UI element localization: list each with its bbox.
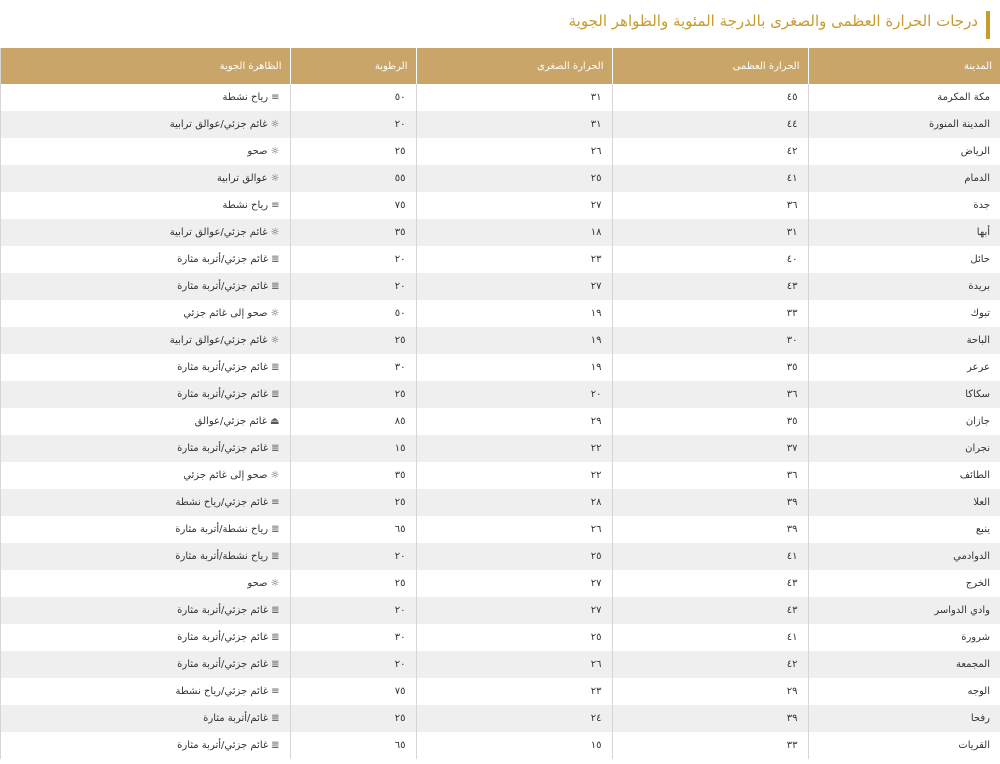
min-temp-cell: ٢٧ (416, 570, 612, 597)
table-row (0, 219, 1000, 246)
city-cell: بريدة (808, 273, 1000, 300)
weather-text: صحو إلى غائم جزئي (183, 470, 268, 481)
table-row (0, 273, 1000, 300)
max-temp-cell: ٤٠ (612, 246, 808, 273)
table-row (0, 489, 1000, 516)
weather-text: رياح نشطة (222, 200, 269, 211)
table-row (0, 300, 1000, 327)
weather-cell (0, 246, 290, 273)
table-row (0, 597, 1000, 624)
humidity-cell: ٨٥ (290, 408, 416, 435)
partly-cloudy-icon: ☼ (270, 335, 280, 346)
page-title: درجات الحرارة العظمى والصغرى بالدرجة المئوية والظواهر الجوية (568, 12, 978, 30)
weather-cell (0, 327, 290, 354)
weather-text: غائم جزئي/رياح نشطة (175, 686, 269, 697)
dust-wind-icon: ≣ (271, 713, 280, 724)
weather-text: غائم جزئي/أتربة مثارة (177, 443, 269, 454)
column-header-weather: الظاهرة الجوية (0, 48, 290, 84)
title-bar (0, 0, 1000, 48)
dust-icon: ☼ (270, 173, 280, 184)
humidity-cell: ٢٥ (290, 138, 416, 165)
partly-cloudy-icon: ☼ (270, 119, 280, 130)
dust-wind-icon: ≣ (271, 254, 280, 265)
min-temp-cell: ٢٥ (416, 165, 612, 192)
partly-cloudy-icon: ☼ (270, 470, 280, 481)
weather-text: غائم جزئي/أتربة مثارة (177, 632, 269, 643)
weather-text: غائم جزئي/رياح نشطة (175, 497, 269, 508)
weather-text: غائم جزئي/عوالق (194, 416, 268, 427)
max-temp-cell: ٤٢ (612, 138, 808, 165)
column-header-min-temp: الحرارة الصغرى (416, 48, 612, 84)
max-temp-cell: ٣٦ (612, 462, 808, 489)
dust-wind-icon: ≣ (271, 281, 280, 292)
max-temp-cell: ٤١ (612, 165, 808, 192)
humidity-cell: ٢٠ (290, 111, 416, 138)
sun-icon: ☼ (270, 146, 280, 157)
weather-cell (0, 597, 290, 624)
table-row (0, 381, 1000, 408)
weather-text: غائم جزئي/أتربة مثارة (177, 605, 269, 616)
weather-cell (0, 678, 290, 705)
weather-text: غائم جزئي/أتربة مثارة (177, 281, 269, 292)
humidity-cell: ٢٥ (290, 705, 416, 732)
max-temp-cell: ٤٣ (612, 597, 808, 624)
weather-text: غائم جزئي/أتربة مثارة (177, 740, 269, 751)
max-temp-cell: ٤٣ (612, 273, 808, 300)
weather-cell (0, 705, 290, 732)
city-cell: القريات (808, 732, 1000, 759)
weather-cell (0, 570, 290, 597)
max-temp-cell: ٣٥ (612, 354, 808, 381)
wind-icon: ≡ (271, 92, 280, 103)
weather-text: رياح نشطة/أتربة مثارة (175, 551, 269, 562)
weather-cell (0, 408, 290, 435)
min-temp-cell: ٢٢ (416, 462, 612, 489)
table-row (0, 570, 1000, 597)
sun-icon: ☼ (270, 578, 280, 589)
table-row (0, 192, 1000, 219)
max-temp-cell: ٣٩ (612, 489, 808, 516)
weather-text: غائم جزئي/عوالق ترابية (169, 119, 268, 130)
table-row (0, 732, 1000, 759)
column-header-city: المدينة (808, 48, 1000, 84)
weather-text: رياح نشطة/أتربة مثارة (175, 524, 269, 535)
weather-text: صحو إلى غائم جزئي (183, 308, 268, 319)
weather-text: صحو (247, 578, 268, 589)
weather-table (0, 48, 1000, 759)
min-temp-cell: ٣١ (416, 111, 612, 138)
min-temp-cell: ٢٦ (416, 138, 612, 165)
max-temp-cell: ٣٩ (612, 705, 808, 732)
min-temp-cell: ٢٥ (416, 624, 612, 651)
max-temp-cell: ٣٩ (612, 516, 808, 543)
humidity-cell: ٢٠ (290, 273, 416, 300)
min-temp-cell: ١٨ (416, 219, 612, 246)
humidity-cell: ٢٥ (290, 489, 416, 516)
min-temp-cell: ٢٣ (416, 678, 612, 705)
table-row (0, 678, 1000, 705)
humidity-cell: ٧٥ (290, 192, 416, 219)
min-temp-cell: ١٩ (416, 327, 612, 354)
min-temp-cell: ١٩ (416, 354, 612, 381)
min-temp-cell: ٢٦ (416, 516, 612, 543)
humidity-cell: ٣٥ (290, 462, 416, 489)
city-cell: الرياض (808, 138, 1000, 165)
table-row (0, 408, 1000, 435)
min-temp-cell: ٢٢ (416, 435, 612, 462)
city-cell: أبها (808, 219, 1000, 246)
weather-text: غائم جزئي/عوالق ترابية (169, 227, 268, 238)
dust-wind-icon: ≣ (271, 362, 280, 373)
weather-cell (0, 300, 290, 327)
table-row (0, 84, 1000, 111)
weather-cell (0, 651, 290, 678)
humidity-cell: ٢٠ (290, 597, 416, 624)
humidity-cell: ٧٥ (290, 678, 416, 705)
weather-cell (0, 489, 290, 516)
dust-wind-icon: ≣ (271, 605, 280, 616)
table-row (0, 516, 1000, 543)
min-temp-cell: ٢٧ (416, 273, 612, 300)
max-temp-cell: ٤٣ (612, 570, 808, 597)
weather-cell (0, 732, 290, 759)
table-row (0, 705, 1000, 732)
table-row (0, 138, 1000, 165)
city-cell: تبوك (808, 300, 1000, 327)
weather-text: غائم جزئي/عوالق ترابية (169, 335, 268, 346)
city-cell: الباحة (808, 327, 1000, 354)
city-cell: المدينة المنورة (808, 111, 1000, 138)
table-row (0, 354, 1000, 381)
max-temp-cell: ٣١ (612, 219, 808, 246)
max-temp-cell: ٤٥ (612, 84, 808, 111)
min-temp-cell: ١٥ (416, 732, 612, 759)
city-cell: ينبع (808, 516, 1000, 543)
weather-cell (0, 543, 290, 570)
city-cell: عرعر (808, 354, 1000, 381)
min-temp-cell: ٢٣ (416, 246, 612, 273)
humidity-cell: ٥٠ (290, 300, 416, 327)
humidity-cell: ٥٠ (290, 84, 416, 111)
max-temp-cell: ٣٣ (612, 300, 808, 327)
city-cell: شرورة (808, 624, 1000, 651)
city-cell: المجمعة (808, 651, 1000, 678)
title-accent-bar (986, 11, 990, 39)
weather-text: غائم جزئي/أتربة مثارة (177, 659, 269, 670)
weather-cell (0, 435, 290, 462)
city-cell: نجران (808, 435, 1000, 462)
max-temp-cell: ٤١ (612, 543, 808, 570)
weather-text: غائم/أتربة مثارة (203, 713, 269, 724)
max-temp-cell: ٤٢ (612, 651, 808, 678)
city-cell: جدة (808, 192, 1000, 219)
weather-cell (0, 165, 290, 192)
dust-wind-icon: ≣ (271, 443, 280, 454)
table-row (0, 111, 1000, 138)
humidity-cell: ٣٠ (290, 624, 416, 651)
humidity-cell: ١٥ (290, 435, 416, 462)
dust-wind-icon: ≣ (271, 551, 280, 562)
max-temp-cell: ٣٠ (612, 327, 808, 354)
weather-cell (0, 138, 290, 165)
city-cell: الطائف (808, 462, 1000, 489)
partly-cloudy-icon: ☼ (270, 308, 280, 319)
weather-cell (0, 219, 290, 246)
weather-text: رياح نشطة (222, 92, 269, 103)
weather-cell (0, 273, 290, 300)
table-row (0, 435, 1000, 462)
max-temp-cell: ٣٥ (612, 408, 808, 435)
max-temp-cell: ٤١ (612, 624, 808, 651)
max-temp-cell: ٣٦ (612, 192, 808, 219)
weather-text: غائم جزئي/أتربة مثارة (177, 389, 269, 400)
weather-text: غائم جزئي/أتربة مثارة (177, 362, 269, 373)
table-header-row (0, 48, 1000, 84)
dust-wind-icon: ≣ (271, 740, 280, 751)
min-temp-cell: ٢٧ (416, 597, 612, 624)
humidity-cell: ٦٥ (290, 516, 416, 543)
min-temp-cell: ٢٨ (416, 489, 612, 516)
max-temp-cell: ٤٤ (612, 111, 808, 138)
max-temp-cell: ٣٧ (612, 435, 808, 462)
weather-cell (0, 462, 290, 489)
wind-icon: ≡ (271, 686, 280, 697)
dust-wind-icon: ≣ (271, 524, 280, 535)
humidity-cell: ٢٠ (290, 246, 416, 273)
dust-wind-icon: ≣ (271, 659, 280, 670)
table-row (0, 651, 1000, 678)
table-row (0, 462, 1000, 489)
column-header-humidity: الرطوبة (290, 48, 416, 84)
city-cell: سكاكا (808, 381, 1000, 408)
partly-cloudy-icon: ☼ (270, 227, 280, 238)
min-temp-cell: ٢٠ (416, 381, 612, 408)
max-temp-cell: ٢٩ (612, 678, 808, 705)
dust-wind-icon: ≣ (271, 389, 280, 400)
table-row (0, 543, 1000, 570)
min-temp-cell: ٢٩ (416, 408, 612, 435)
humidity-cell: ٢٥ (290, 327, 416, 354)
min-temp-cell: ٢٦ (416, 651, 612, 678)
city-cell: وادي الدواسر (808, 597, 1000, 624)
table-row (0, 327, 1000, 354)
city-cell: حائل (808, 246, 1000, 273)
humidity-cell: ٣٥ (290, 219, 416, 246)
table-row (0, 246, 1000, 273)
city-cell: جازان (808, 408, 1000, 435)
city-cell: مكة المكرمة (808, 84, 1000, 111)
city-cell: الدمام (808, 165, 1000, 192)
weather-cell (0, 192, 290, 219)
humidity-cell: ٢٠ (290, 651, 416, 678)
humidity-cell: ٢٥ (290, 570, 416, 597)
weather-cell (0, 624, 290, 651)
min-temp-cell: ١٩ (416, 300, 612, 327)
weather-cell (0, 111, 290, 138)
max-temp-cell: ٣٣ (612, 732, 808, 759)
weather-text: غائم جزئي/أتربة مثارة (177, 254, 269, 265)
weather-text: عوالق ترابية (216, 173, 268, 184)
weather-cell (0, 84, 290, 111)
table-row (0, 624, 1000, 651)
wind-icon: ≡ (271, 497, 280, 508)
humidity-cell: ٦٥ (290, 732, 416, 759)
city-cell: الوجه (808, 678, 1000, 705)
min-temp-cell: ٢٤ (416, 705, 612, 732)
min-temp-cell: ٢٧ (416, 192, 612, 219)
city-cell: العلا (808, 489, 1000, 516)
wind-icon: ≡ (271, 200, 280, 211)
column-header-max-temp: الحرارة العظمى (612, 48, 808, 84)
humidity-cell: ٣٠ (290, 354, 416, 381)
weather-cell (0, 381, 290, 408)
humidity-cell: ٢٠ (290, 543, 416, 570)
table-row (0, 165, 1000, 192)
weather-text: صحو (247, 146, 268, 157)
humidity-cell: ٥٥ (290, 165, 416, 192)
city-cell: الخرج (808, 570, 1000, 597)
city-cell: رفحا (808, 705, 1000, 732)
city-cell: الدوادمي (808, 543, 1000, 570)
weather-cell (0, 354, 290, 381)
haze-icon: ⏏ (270, 416, 280, 427)
humidity-cell: ٢٥ (290, 381, 416, 408)
weather-cell (0, 516, 290, 543)
max-temp-cell: ٣٦ (612, 381, 808, 408)
min-temp-cell: ٣١ (416, 84, 612, 111)
dust-wind-icon: ≣ (271, 632, 280, 643)
min-temp-cell: ٢٥ (416, 543, 612, 570)
